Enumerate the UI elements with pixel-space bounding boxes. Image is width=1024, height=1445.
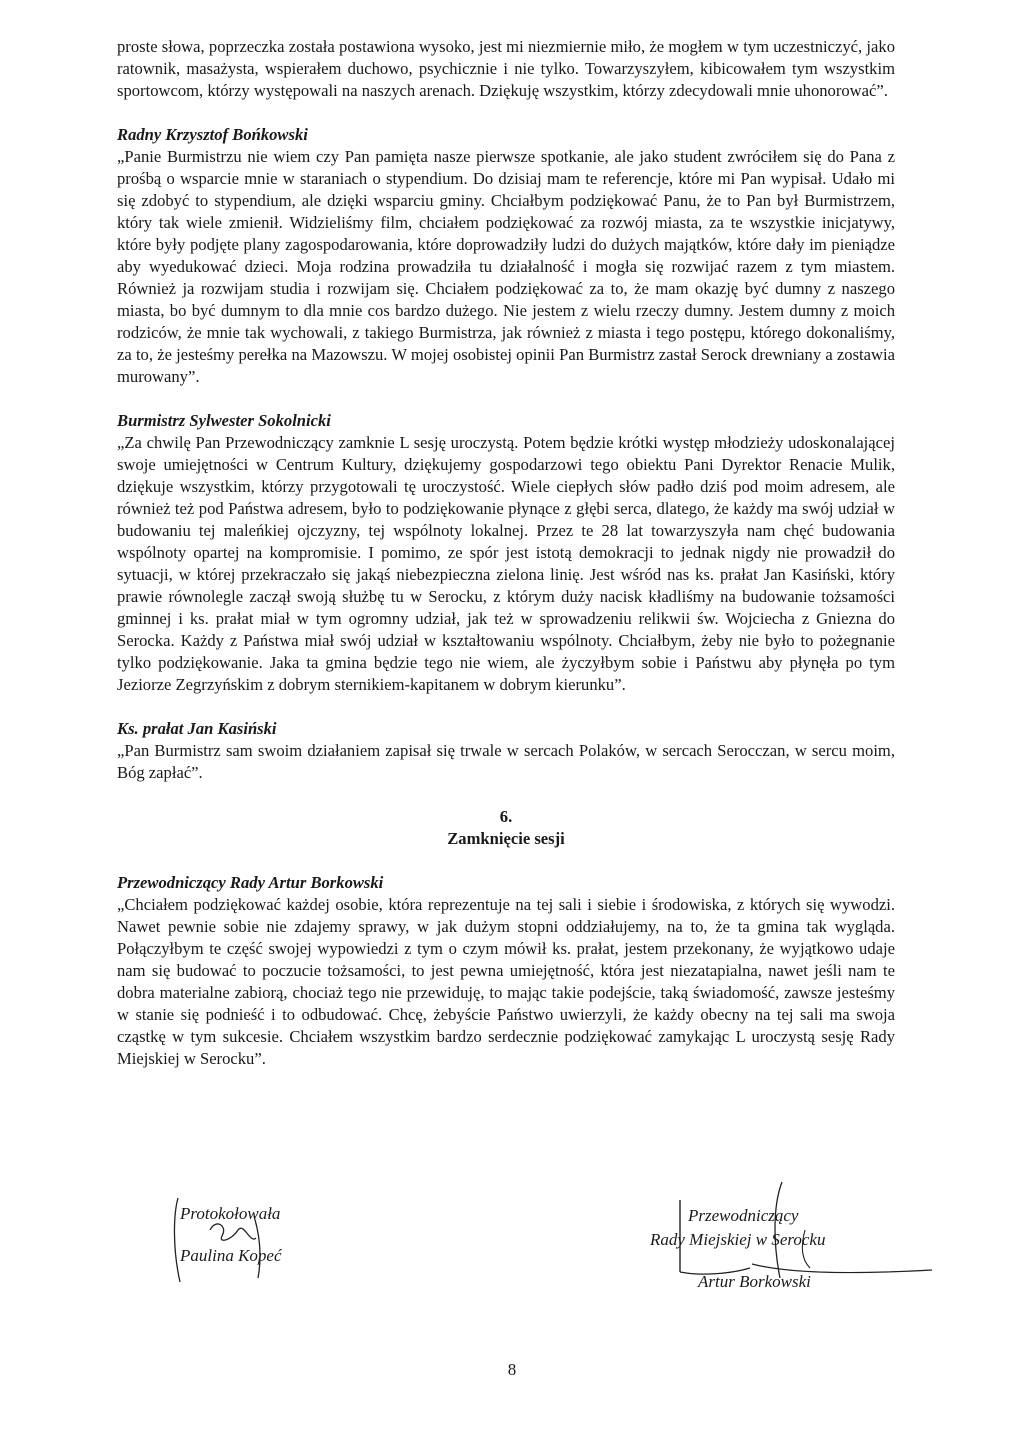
signature-name: Artur Borkowski xyxy=(698,1272,811,1291)
statement-text: „Pan Burmistrz sam swoim działaniem zapisał się trwale w sercach Polaków, w sercach Serocczan, w sercu moim, Bóg zapłać”. xyxy=(117,741,895,782)
signature-block-chairman xyxy=(640,1178,940,1298)
speaker-name: Przewodniczący Rady Artur Borkowski xyxy=(117,873,384,892)
statement-text: „Chciałem podziękować każdej osobie, która reprezentuje na tej sali i siebie i środowiska, z których się wywodzi. Nawet pewnie sobie nie zdajemy sprawy, w jak dużym stopni oddziałujemy, na to, że ta gmina tak wygląda. Połączyłbym te część swojej wypowiedzi z tym o czym mówił ks. prałat, jestem przekonany, że wyjątkowo udaje nam się budować to poczucie tożsamości, to jest pewna umiejętność, która jest niezatapialna, nawet jeśli nam te dobra materialne zabiorą, chociaż tego nie przewiduję, to mając takie podejście, taką świadomość, zawsze jesteśmy w stanie się podnieść i to odbudować. Chcę, żebyście Państwo uwierzyli, że każdy obecny na tej sali ma swoja cząstkę w tym sukcesie. Chciałem wszystkim bardzo serdecznie podziękować zamykając L uroczystą sesję Rady Miejskiej w Serocku”. xyxy=(117,895,895,1068)
signature-block-recorder xyxy=(170,1196,360,1286)
statement-text: „Panie Burmistrzu nie wiem czy Pan pamięta nasze pierwsze spotkanie, ale jako student zwróciłem się do Pana z prośbą o wsparcie mnie w staraniach o stypendium. Do dzisiaj mam te referencje, które mi Pan wypisał. Udało mi się zdobyć to stypendium, ale dzięki wsparciu gminy. Chciałbym podziękować Panu, że to Pan był Burmistrzem, który tak wiele zmienił. Widzieliśmy film, chciałem podziękować za rozwój miasta, za te wszystkie inicjatywy, które były podjęte plany zagospodarowania, które doprowadziły ludzi do dużych majątków, które dały im pieniądze aby wyedukować dzieci. Moja rodzina prowadziła tu działalność i mogła się rozwijać razem z tym miastem. Również ja rozwijam studia i rozwijam się. Chciałem podziękować za to, że mam okazję być dumny z naszego miasta, bo być dumnym to dla mnie cos bardzo dużego. Nie jestem z wielu rzeczy dumny. Jestem dumny z moich rodziców, że mnie tak wychowali, z takiego Burmistrza, jak również z miasta i tego postępu, którego dokonaliśmy, za to, że jesteśmy perełka na Mazowszu. W mojej osobistej opinii Pan Burmistrz zastał Serock drewniany a zostawia murowany”. xyxy=(117,147,895,386)
signature-role: Przewodniczący xyxy=(688,1206,799,1225)
speaker-name: Burmistrz Sylwester Sokolnicki xyxy=(117,411,331,430)
statement-sokolnicki xyxy=(117,410,895,696)
signature-role-continued: Rady Miejskiej w Serocku xyxy=(650,1230,826,1249)
speaker-name: Radny Krzysztof Bońkowski xyxy=(117,125,308,144)
agenda-item xyxy=(117,806,895,850)
statement-borkowski xyxy=(117,872,895,1070)
signature-role: Protokołowała xyxy=(180,1204,281,1223)
speaker-name: Ks. prałat Jan Kasiński xyxy=(117,719,277,738)
page-number: 8 xyxy=(507,1360,517,1379)
statement-bonkowski xyxy=(117,124,895,388)
agenda-title: Zamknięcie sesji xyxy=(447,829,565,848)
agenda-number: 6. xyxy=(499,807,513,826)
document-body xyxy=(117,36,895,1070)
intro-paragraph: proste słowa, poprzeczka została postawiona wysoko, jest mi niezmiernie miło, że mogłem w tym uczestniczyć, jako ratownik, masażysta, wspierałem duchowo, psychicznie i nie tylko. Towarzyszyłem, kibicowałem tym wszystkim sportowcom, którzy występowali na naszych arenach. Dziękuję wszystkim, którzy zdecydowali mnie uhonorować”. xyxy=(117,37,895,100)
statement-kasinski xyxy=(117,718,895,784)
signature-name: Paulina Kopeć xyxy=(180,1246,282,1265)
statement-text: „Za chwilę Pan Przewodniczący zamknie L sesję uroczystą. Potem będzie krótki występ młodzieży udoskonalającej swoje umiejętności w Centrum Kultury, dziękujemy gospodarzowi tego obiektu Pani Dyrektor Renacie Mulik, dziękuje wszystkim, którzy przygotowali tę uroczystość. Wiele ciepłych słów padło dziś pod moim adresem, ale również też pod Państwa adresem, było to podziękowanie płynące z głębi serca, dlatego, że każdy ma swój udział w budowaniu tej maleńkiej ojczyzny, tej wspólnoty lokalnej. Przez te 28 lat towarzyszyła nam chęć budowania wspólnoty opartej na kompromisie. I pomimo, ze spór jest istotą demokracji to jednak nigdy nie prowadził do sytuacji, w której przekraczało się jakąś niebezpieczna zielona linię. Jest wśród nas ks. prałat Jan Kasiński, który prawie równolegle zaczął swoją służbę tu w Serocku, z którym duży nacisk kładliśmy na budowanie tożsamości gminnej i ks. prałat miał w tym ogromny udział, jak też w sprowadzeniu relikwii św. Wojciecha z Gniezna do Serocka. Każdy z Państwa miał swój udział w kształtowaniu wspólnoty. Chciałbym, żeby nie było to pożegnanie tylko podziękowanie. Jaka ta gmina będzie tego nie wiem, ale życzyłbym sobie i Państwu aby płynęła po tym Jeziorze Zegrzyńskim z dobrym sternikiem-kapitanem w dobrym kierunku”. xyxy=(117,433,895,694)
